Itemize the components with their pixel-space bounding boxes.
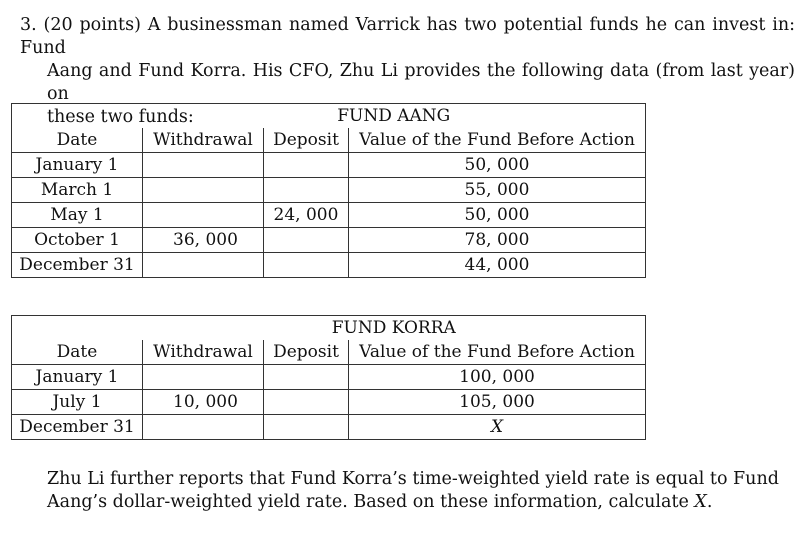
header-value: Value of the Fund Before Action xyxy=(349,128,646,153)
row-withdrawal: 10, 000 xyxy=(143,390,264,415)
row-withdrawal: 36, 000 xyxy=(143,228,264,253)
row-value: X xyxy=(349,415,646,440)
row-withdrawal xyxy=(143,253,264,278)
closing-period: . xyxy=(706,492,713,512)
row-deposit xyxy=(264,153,349,178)
row-value: 100, 000 xyxy=(349,365,646,390)
header-value: Value of the Fund Before Action xyxy=(349,340,646,365)
header-date: Date xyxy=(12,128,143,153)
table-header-row xyxy=(12,340,646,365)
row-date: March 1 xyxy=(12,178,143,203)
header-deposit: Deposit xyxy=(264,340,349,365)
problem-line-2: Aang and Fund Korra. His CFO, Zhu Li provides the following data (from last year) on xyxy=(47,61,795,104)
row-value: 78, 000 xyxy=(349,228,646,253)
header-withdrawal: Withdrawal xyxy=(143,128,264,153)
table-row xyxy=(12,365,646,390)
row-withdrawal xyxy=(143,178,264,203)
row-deposit xyxy=(264,228,349,253)
header-withdrawal: Withdrawal xyxy=(143,340,264,365)
row-date: October 1 xyxy=(12,228,143,253)
row-deposit xyxy=(264,390,349,415)
closing-line-2: Aang’s dollar-weighted yield rate. Based on these information, calculate xyxy=(47,492,695,512)
row-withdrawal xyxy=(143,415,264,440)
row-value: 55, 000 xyxy=(349,178,646,203)
row-withdrawal xyxy=(143,153,264,178)
fund-korra-table xyxy=(11,315,646,440)
row-deposit xyxy=(264,365,349,390)
table-row xyxy=(12,253,646,278)
problem-line-1: 3. (20 points) A businessman named Varrick has two potential funds he can invest in: Fund xyxy=(20,15,795,58)
problem-line-3: these two funds: xyxy=(47,107,194,127)
header-deposit: Deposit xyxy=(264,128,349,153)
row-deposit xyxy=(264,415,349,440)
row-deposit xyxy=(264,178,349,203)
header-date: Date xyxy=(12,340,143,365)
variable-x: X xyxy=(694,492,707,512)
row-deposit xyxy=(264,253,349,278)
closing-line-1: Zhu Li further reports that Fund Korra’s time-weighted yield rate is equal to Fund xyxy=(47,469,779,489)
row-deposit: 24, 000 xyxy=(264,203,349,228)
row-date: December 31 xyxy=(12,415,143,440)
table-row xyxy=(12,415,646,440)
row-date: January 1 xyxy=(12,365,143,390)
fund-korra-title: FUND KORRA xyxy=(143,316,646,341)
closing-statement xyxy=(47,468,792,514)
row-date: January 1 xyxy=(12,153,143,178)
row-date: July 1 xyxy=(12,390,143,415)
row-value: 50, 000 xyxy=(349,203,646,228)
table-row xyxy=(12,153,646,178)
row-date: May 1 xyxy=(12,203,143,228)
row-withdrawal xyxy=(143,203,264,228)
fund-aang-title: FUND AANG xyxy=(143,104,646,129)
row-withdrawal xyxy=(143,365,264,390)
fund-aang-table xyxy=(11,103,646,278)
table-row xyxy=(12,228,646,253)
table-row xyxy=(12,178,646,203)
row-value: 105, 000 xyxy=(349,390,646,415)
table-row xyxy=(12,390,646,415)
row-date: December 31 xyxy=(12,253,143,278)
row-value: 50, 000 xyxy=(349,153,646,178)
row-value: 44, 000 xyxy=(349,253,646,278)
table-header-row xyxy=(12,128,646,153)
table-row xyxy=(12,203,646,228)
